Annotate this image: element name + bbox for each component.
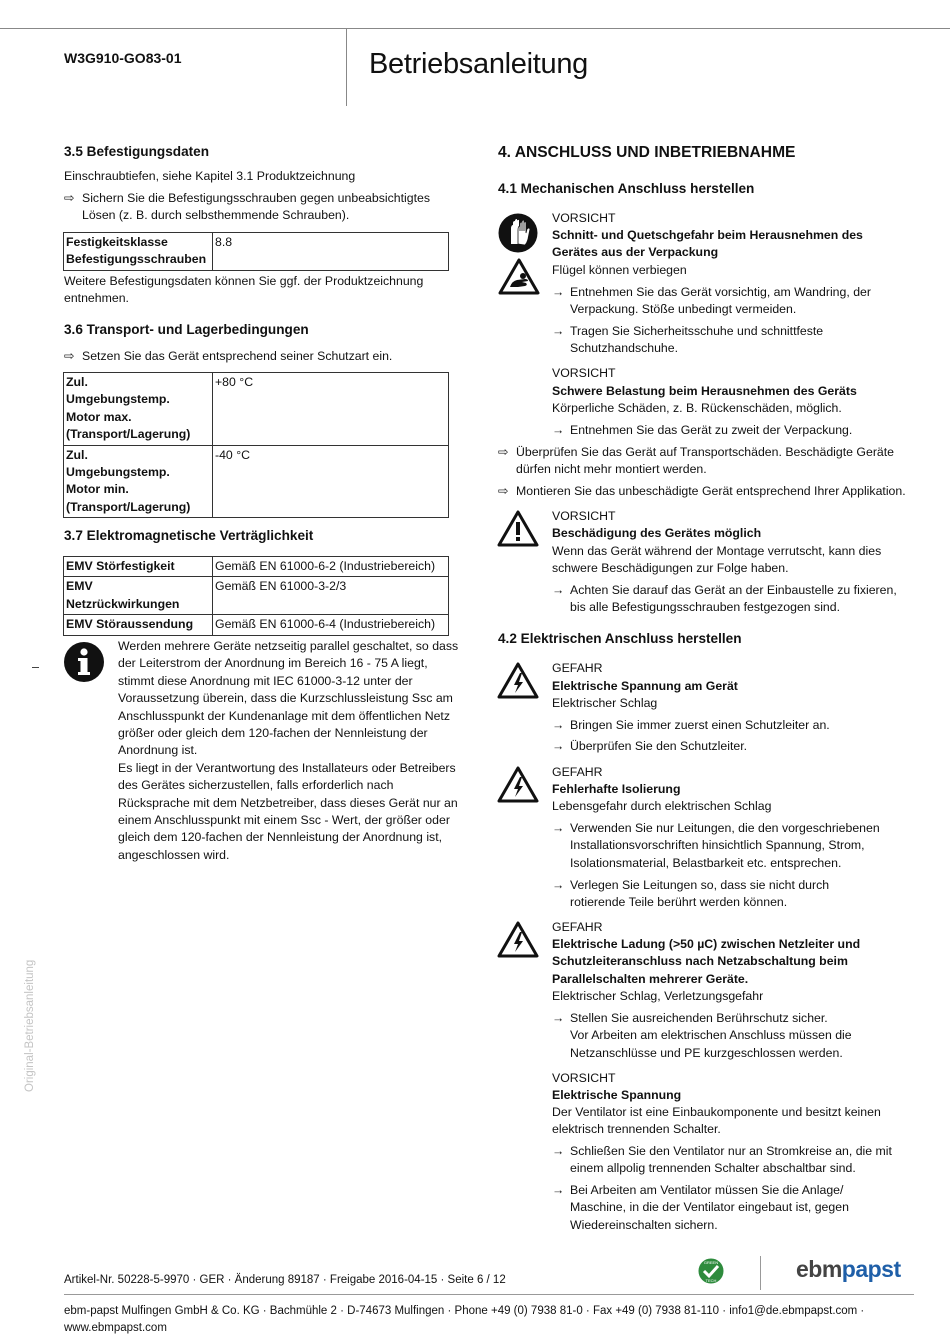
emv-value-2: Gemäß EN 61000-3-2/3 [213, 577, 449, 615]
emv-info-text: Werden mehrere Geräte netzseitig parallel geschaltet, so dass der Leiterstrom der Anordnung im Bereich 16 - 75 A liegt, stimmt diese Anordnung mit IEC 61000-3-12 unter der Voraussetzung überein, dass die Kurzschlussleistung Ssc am Anschlusspunkt der Kundenanlage mit dem öffentlichen Netz größer oder gleich dem 120-fachen der Nennleistung der Anordnung ist. Es liegt in der Verantwortung des Installateurs oder Betreibers des Gerätes sicherzustellen, falls erforderlich nach Rücksprache mit dem Netzbetreiber, dass dieses Gerät nur an einem Anschlusspunkt mit einem Ssc - Wert, der größer oder gleich dem 120-fachen der Nennleistung der Anordnung ist, angeschlossen wird. [118, 639, 459, 862]
arrow-icon: → [552, 821, 565, 835]
w4-head: Elektrische Spannung am Gerät [552, 679, 738, 693]
emv-key-1: EMV Störfestigkeit [64, 557, 213, 577]
hand-crush-warning-icon [498, 258, 540, 301]
bullet-arrow-icon: ⇨ [498, 484, 509, 498]
s35-bullet: ⇨ Sichern Sie die Befestigungsschrauben gegen unbeabsichtigtes Lösen (z. B. durch selbsthemmende Schrauben). [64, 191, 430, 223]
w2-desc: Körperliche Schäden, z. B. Rückenschäden, möglich. [552, 401, 842, 415]
section-4-2-title: 4.2 Elektrischen Anschluss herstellen [498, 631, 742, 646]
section-3-7-title: 3.7 Elektromagnetische Verträglichkeit [64, 528, 314, 543]
s36-bullet: ⇨ Setzen Sie das Gerät entsprechend seiner Schutzart ein. [64, 348, 392, 365]
footer-divider [760, 1256, 761, 1290]
section-3-5-title: 3.5 Befestigungsdaten [64, 144, 210, 159]
transport-max-key: Zul. Umgebungstemp. Motor max. (Transport/Lagerung) [64, 373, 213, 446]
w2-level: VORSICHT [552, 366, 616, 380]
emv-key-2: EMV Netzrückwirkungen [64, 577, 213, 615]
w5-level: GEFAHR [552, 765, 603, 779]
emv-key-3: EMV Störaussendung [64, 615, 213, 635]
fastening-value: 8.8 [213, 233, 449, 271]
header-rule [0, 28, 950, 29]
arrow-icon: → [552, 285, 565, 299]
w3-desc: Wenn das Gerät während der Montage verrutscht, kann dies schwere Beschädigungen zur Folge haben. [552, 544, 882, 576]
gloves-icon [498, 213, 538, 258]
w1-action-1: → Entnehmen Sie das Gerät vorsichtig, am Wandring, der Verpackung. Stöße unbedingt vermeiden. [552, 285, 871, 317]
w4-desc: Elektrischer Schlag [552, 696, 658, 710]
arrow-icon: → [552, 878, 565, 892]
w7-desc: Der Ventilator ist eine Einbaukomponente und besitzt keinen elektrisch trennenden Schalter. [552, 1105, 881, 1137]
w4-level: GEFAHR [552, 661, 603, 675]
w7-action-2: → Bei Arbeiten am Ventilator müssen Sie die Anlage/ Maschine, in die der Ventilator eingebaut ist, gegen Wiedereinschalten sichern. [552, 1183, 849, 1232]
document-title: Betriebsanleitung [369, 48, 588, 80]
transport-min-value: -40 °C [213, 445, 449, 518]
w2-head: Schwere Belastung beim Herausnehmen des Geräts [552, 384, 857, 398]
electric-warning-icon [497, 662, 539, 705]
arrow-icon: → [552, 1183, 565, 1197]
transport-table [63, 372, 449, 518]
w6-desc: Elektrischer Schlag, Verletzungsgefahr [552, 989, 764, 1003]
transport-min-key: Zul. Umgebungstemp. Motor min. (Transport/Lagerung) [64, 445, 213, 518]
w6-action-1: → Stellen Sie ausreichenden Berührschutz sicher. Vor Arbeiten am elektrischen Anschluss müssen die Netzanschlüsse und PE kurzgeschlossen werden. [552, 1011, 852, 1060]
arrow-icon: → [552, 423, 565, 437]
w1-desc: Flügel können verbiegen [552, 263, 687, 277]
w2-action-1: → Entnehmen Sie das Gerät zu zweit der Verpackung. [552, 422, 852, 439]
w3-head: Beschädigung des Gerätes möglich [552, 526, 762, 540]
s35-intro: Einschraubtiefen, siehe Kapitel 3.1 Produktzeichnung [64, 169, 356, 183]
w1-level: VORSICHT [552, 211, 616, 225]
arrow-icon: → [552, 1144, 565, 1158]
w6-level: GEFAHR [552, 920, 603, 934]
s35-more: Weitere Befestigungsdaten können Sie ggf. der Produktzeichnung entnehmen. [64, 274, 424, 306]
bullet-arrow-icon: ⇨ [64, 349, 75, 363]
ebmpapst-logo: ebmpapst [796, 1256, 901, 1282]
fastening-key: Festigkeitsklasse Befestigungsschrauben [64, 233, 213, 271]
emv-value-1: Gemäß EN 61000-6-2 (Industriebereich) [213, 557, 449, 577]
s4-bullet-2: ⇨ Montieren Sie das unbeschädigte Gerät entsprechend Ihrer Applikation. [498, 483, 906, 500]
info-icon [63, 641, 105, 688]
fastening-table [63, 232, 449, 271]
svg-text:TECH: TECH [705, 1278, 717, 1283]
footer-article: Artikel-Nr. 50228-5-9970 · GER · Änderung 89187 · Freigabe 2016-04-15 · Seite 6 / 12 [64, 1274, 506, 1286]
arrow-icon: → [552, 1011, 565, 1025]
footer-company: ebm-papst Mulfingen GmbH & Co. KG · Bachmühle 2 · D-74673 Mulfingen · Phone +49 (0) 7938 81-0 · Fax +49 (0) 7938 81-110 · info1@de.ebmpapst.com · www.ebmpapst.com [64, 1305, 865, 1335]
emv-value-3: Gemäß EN 61000-6-4 (Industriebereich) [213, 615, 449, 635]
section-4-1-title: 4.1 Mechanischen Anschluss herstellen [498, 181, 755, 196]
w4-action-2: → Überprüfen Sie den Schutzleiter. [552, 738, 747, 755]
bullet-arrow-icon: ⇨ [64, 191, 75, 205]
w5-desc: Lebensgefahr durch elektrischen Schlag [552, 799, 772, 813]
svg-text:GREEN: GREEN [703, 1260, 719, 1265]
footer-rule [64, 1294, 914, 1295]
w5-head: Fehlerhafte Isolierung [552, 782, 681, 796]
electric-warning-icon [497, 766, 539, 809]
arrow-icon: → [552, 324, 565, 338]
electric-warning-icon [497, 921, 539, 964]
side-label: Original-Betriebsanleitung [24, 959, 36, 1092]
bullet-arrow-icon: ⇨ [498, 445, 509, 459]
w3-action-1: → Achten Sie darauf das Gerät an der Einbaustelle zu fixieren, bis alle Befestigungsschrauben festgezogen sind. [552, 583, 897, 615]
w3-level: VORSICHT [552, 509, 616, 523]
w5-action-1: → Verwenden Sie nur Leitungen, die den vorgeschriebenen Installationsvorschriften hinsichtlich Spannung, Strom, Isolationsmaterial, Belastbarkeit etc. entsprechen. [552, 821, 880, 870]
w1-action-2: → Tragen Sie Sicherheitsschuhe und schnittfeste Schutzhandschuhe. [552, 324, 824, 356]
arrow-icon: → [552, 739, 565, 753]
exclamation-warning-icon [497, 510, 539, 553]
w1-head: Schnitt- und Quetschgefahr beim Herausnehmen des Gerätes aus der Verpackung [552, 228, 863, 260]
w6-head: Elektrische Ladung (>50 µC) zwischen Netzleiter und Schutzleiteranschluss nach Netzabschaltung beim Parallelschalten mehrerer Geräte. [552, 937, 861, 986]
transport-max-value: +80 °C [213, 373, 449, 446]
arrow-icon: → [552, 718, 565, 732]
w4-action-1: → Bringen Sie immer zuerst einen Schutzleiter an. [552, 717, 830, 734]
s4-bullet-1: ⇨ Überprüfen Sie das Gerät auf Transportschäden. Beschädigte Geräte dürfen nicht mehr montiert werden. [498, 445, 895, 477]
header-divider [346, 28, 347, 106]
margin-tick [32, 667, 39, 668]
emv-table [63, 556, 449, 636]
section-3-6-title: 3.6 Transport- und Lagerbedingungen [64, 322, 309, 337]
w5-action-2: → Verlegen Sie Leitungen so, dass sie nicht durch rotierende Teile berührt werden können. [552, 878, 830, 910]
w7-action-1: → Schließen Sie den Ventilator nur an Stromkreise an, die mit einem allpolig trennenden Schalter abschaltbar sind. [552, 1144, 892, 1176]
w7-level: VORSICHT [552, 1071, 616, 1085]
w7-head: Elektrische Spannung [552, 1088, 682, 1102]
document-id: W3G910-GO83-01 [64, 50, 182, 66]
section-4-title: 4. ANSCHLUSS UND INBETRIEBNAHME [498, 144, 796, 161]
greentech-badge-icon [697, 1257, 725, 1290]
arrow-icon: → [552, 583, 565, 597]
